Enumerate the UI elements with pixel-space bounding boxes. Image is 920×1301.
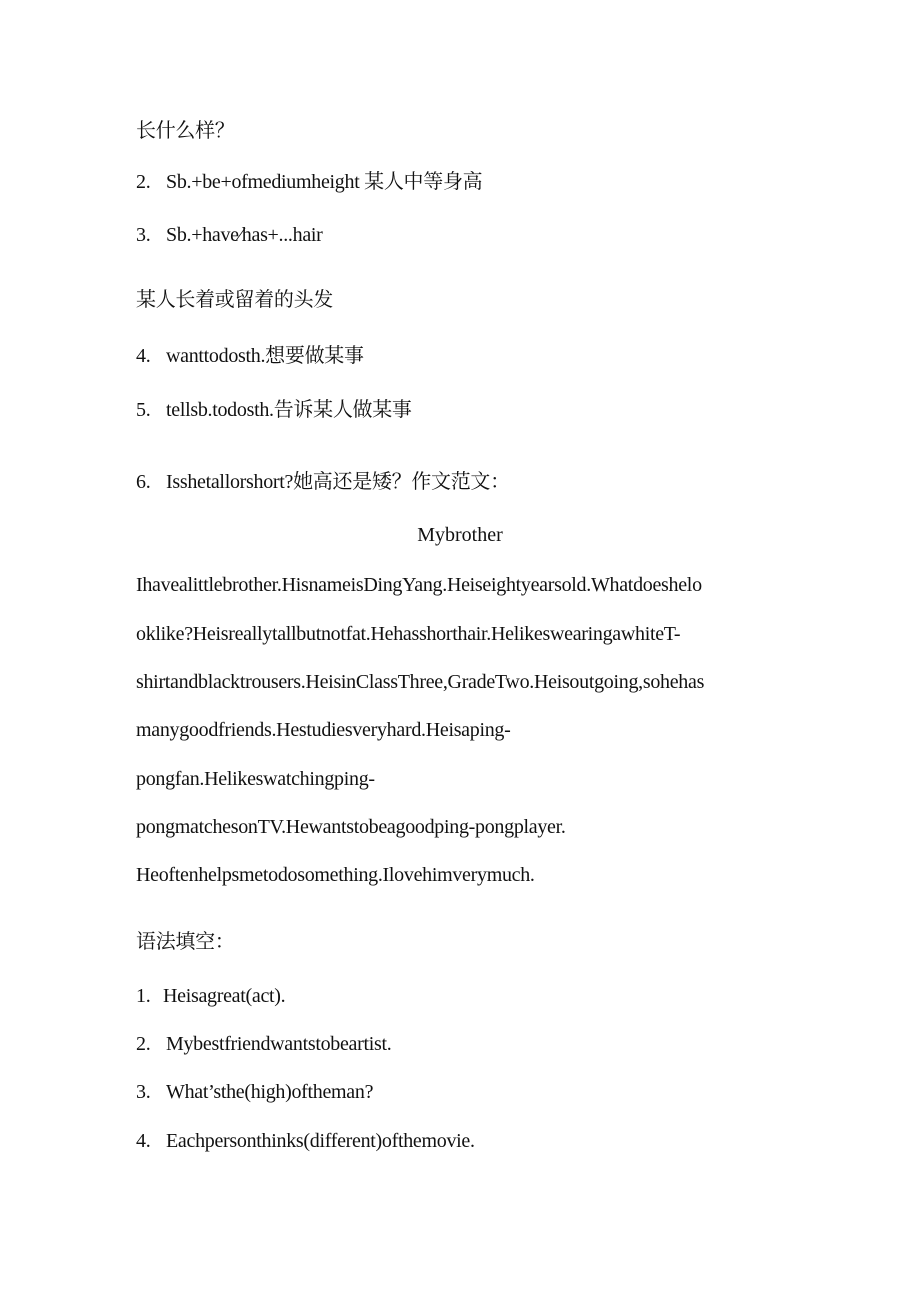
grammar-item-2 — [136, 1032, 391, 1056]
item-text: Sb.+have∕has+...hair — [166, 224, 323, 246]
grammar-item-3 — [136, 1080, 373, 1104]
essay-line: pongfan.Helikeswatchingping- — [136, 768, 375, 790]
note-item-3 — [136, 223, 323, 247]
item-number: 2. — [136, 171, 151, 193]
essay-line: manygoodfriends.Hestudiesveryhard.Heisaping- — [136, 719, 511, 741]
item-number: 4. — [136, 345, 151, 367]
item-text: What’sthe(high)oftheman? — [166, 1081, 374, 1103]
essay-title: Mybrother — [417, 524, 503, 546]
item-text: wanttodosth.想要做某事 — [166, 345, 364, 367]
intro-line: 长什么样？ — [136, 120, 235, 142]
essay-line: shirtandblacktrousers.HeisinClassThree,GradeTwo.Heisoutgoing,sohehas — [136, 671, 705, 693]
item-number: 1. — [136, 985, 151, 1007]
item-number: 6. — [136, 471, 151, 493]
note-hair-line: 某人长着或留着的头发 — [136, 289, 333, 311]
note-item-5 — [136, 398, 412, 422]
essay-line: Heoftenhelpsmetodosomething.Ilovehimverymuch. — [136, 864, 535, 886]
essay-line: Ihavealittlebrother.HisnameisDingYang.Heiseightyearsold.Whatdoeshelo — [136, 574, 702, 596]
note-item-6 — [136, 470, 510, 494]
item-text: Heisagreat(act). — [163, 985, 286, 1007]
item-number: 3. — [136, 224, 151, 246]
note-item-2 — [136, 170, 482, 194]
item-text: tellsb.todosth.告诉某人做某事 — [166, 399, 412, 421]
item-number: 3. — [136, 1081, 151, 1103]
item-number: 2. — [136, 1033, 151, 1055]
essay-line: oklike?Heisreallytallbutnotfat.Hehasshorthair.HelikeswearingawhiteT- — [136, 623, 681, 645]
grammar-heading: 语法填空： — [136, 931, 235, 953]
item-text: Sb.+be+ofmediumheight 某人中等身高 — [166, 171, 483, 193]
essay-line: pongmatchesonTV.Hewantstobeagoodping-pongplayer. — [136, 816, 566, 838]
item-number: 5. — [136, 399, 151, 421]
grammar-item-1 — [136, 984, 285, 1008]
item-number: 4. — [136, 1130, 151, 1152]
item-text: Mybestfriendwantstobeartist. — [166, 1033, 392, 1055]
note-item-4 — [136, 344, 364, 368]
grammar-item-4 — [136, 1129, 475, 1153]
item-text: Isshetallorshort?她高还是矮？作文范文： — [166, 471, 510, 493]
item-text: Eachpersonthinks(different)ofthemovie. — [166, 1130, 475, 1152]
